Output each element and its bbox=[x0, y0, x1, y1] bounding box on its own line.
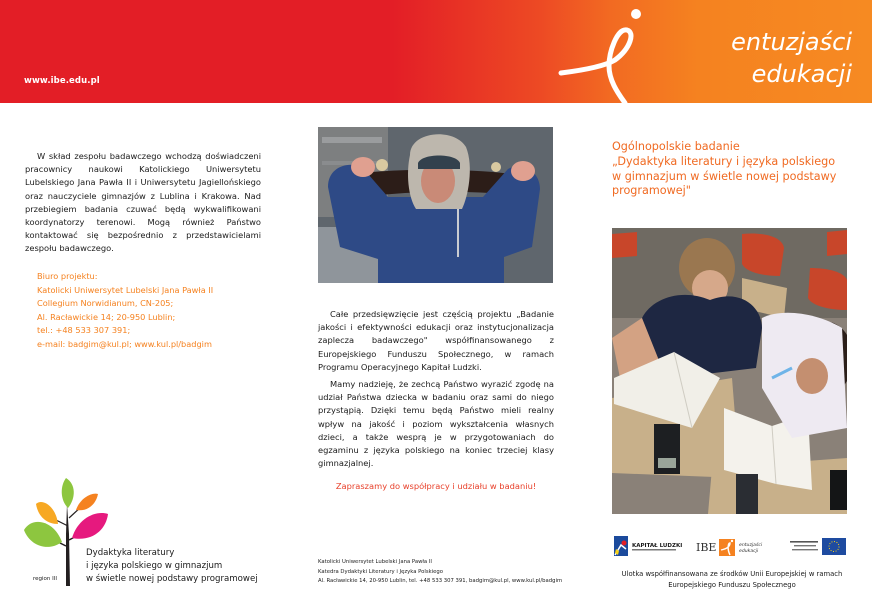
teenage-boy-photo bbox=[318, 127, 553, 283]
eu-funding-note bbox=[604, 569, 860, 591]
project-logo-title bbox=[86, 547, 258, 587]
footer-line-1: Katolicki Uniwersytet Lubelski Jana Pawła II bbox=[318, 559, 432, 565]
survey-title-line-1: Ogólnopolskie badanie bbox=[612, 140, 740, 153]
invitation-text: Zapraszamy do współpracy i udziału w badaniu! bbox=[335, 481, 537, 491]
survey-title-line-2: „Dydaktyka literatury i języka polskiego bbox=[612, 154, 836, 168]
office-label: Biuro projektu: bbox=[37, 271, 98, 281]
boy-illustration bbox=[318, 127, 553, 283]
project-title-line-2: i języka polskiego w gimnazjum bbox=[86, 561, 223, 572]
leaf-green-left bbox=[24, 522, 62, 547]
leaf-yellow bbox=[36, 502, 58, 524]
office-phone: tel.: +48 533 307 391; bbox=[37, 325, 131, 336]
header-banner bbox=[0, 0, 872, 103]
funding-logos bbox=[612, 535, 848, 559]
footer-line-3: Al. Racławickie 14, 20-950 Lublin, tel. +48 533 307 391, badgim@kul.pl, www.kul.pl/badgim bbox=[318, 578, 563, 585]
students-studying-photo bbox=[612, 228, 847, 514]
brand-line-1: entuzjaści bbox=[731, 28, 852, 56]
research-team-paragraph: W skład zespołu badawczego wchodzą doświadczeni pracownicy naukowi Katolickiego Uniwersytetu Lubelskiego Jana Pawła II i Uniwersytetu Jagiellońskiego oraz nauczyciele gimnazjów z Lublina i Krakowa. Nad przebiegiem badania czuwać będą wykwalifikowani koordynatorzy terenowi. Mogą również Państwo kontaktować się bezpośrednio z przedstawicielami zespołu badawczego. bbox=[25, 151, 261, 254]
office-line-1: Katolicki Uniwersytet Lubelski Jana Pawła II bbox=[37, 284, 214, 295]
survey-title-line-3: w gimnazjum w świetle nowej podstawy bbox=[612, 169, 837, 183]
survey-title bbox=[612, 140, 852, 199]
project-office-contact bbox=[37, 270, 267, 352]
eu-note-line-2: Europejskiego Funduszu Społecznego bbox=[668, 581, 796, 589]
survey-title-line-4: programowej" bbox=[612, 184, 691, 198]
project-description bbox=[318, 308, 554, 474]
kapital-ludzki-logo bbox=[614, 536, 682, 556]
svg-text:edukacji: edukacji bbox=[739, 549, 759, 554]
svg-text:IBE: IBE bbox=[696, 541, 717, 554]
brand-wordmark bbox=[731, 26, 852, 90]
project-title-line-1: Dydaktyka literatury bbox=[86, 548, 175, 558]
office-line-3: Al. Racławickie 14; 20-950 Lublin; bbox=[37, 311, 176, 322]
project-paragraph-1: Całe przedsięwzięcie jest częścią projektu „Badanie jakości i efektywności edukacji oraz instytucjonalizacja zaplecza badawczego" współfinansowanego z Europejskiego Funduszu Społecznego, w ramach Programu Operacyjnego Kapitał Ludzki. bbox=[318, 309, 554, 372]
project-title-line-3: w świetle nowej podstawy programowej bbox=[86, 574, 258, 585]
leaf-green-top bbox=[62, 478, 74, 508]
tree-trunk bbox=[66, 504, 70, 586]
eu-note-line-1: Ulotka współfinansowana ze środków Unii Europejskiej w ramach bbox=[621, 570, 843, 578]
office-line-2: Collegium Norwidianum, CN-205; bbox=[37, 298, 174, 309]
eu-efs-logo bbox=[790, 538, 846, 555]
office-email-web[interactable]: e-mail: badgim@kul.pl; www.kul.pl/badgim bbox=[37, 338, 212, 349]
leaf-orange bbox=[76, 494, 98, 511]
website-url[interactable]: www.ibe.edu.pl bbox=[24, 76, 100, 86]
ibe-logo bbox=[696, 539, 763, 556]
project-paragraph-2: Mamy nadzieję, że zechcą Państwo wyrazić zgodę na udział Państwa dziecka w badaniu oraz sami do niego przystąpią. Dzięki temu będą Państwo mieli realny wpływ na jakość i poziom wykształcenia własnych dzieci, a także wesprą je w przygotowaniach do egzaminu z języka polskiego na koniec trzeciej klasy gimnazjalnej. bbox=[318, 379, 554, 469]
university-footer-address bbox=[318, 558, 568, 587]
region-label: region III bbox=[33, 576, 58, 582]
brand-line-2: edukacji bbox=[751, 60, 852, 88]
svg-text:KAPITAŁ LUDZKI: KAPITAŁ LUDZKI bbox=[632, 543, 683, 549]
footer-line-2: Katedra Dydaktyki Literatury i Języka Polskiego bbox=[318, 568, 444, 575]
leaf-magenta bbox=[72, 513, 108, 539]
entuzjasci-figure-icon bbox=[555, 0, 645, 103]
svg-text:entuzjaści: entuzjaści bbox=[739, 543, 763, 548]
students-illustration bbox=[612, 228, 847, 514]
